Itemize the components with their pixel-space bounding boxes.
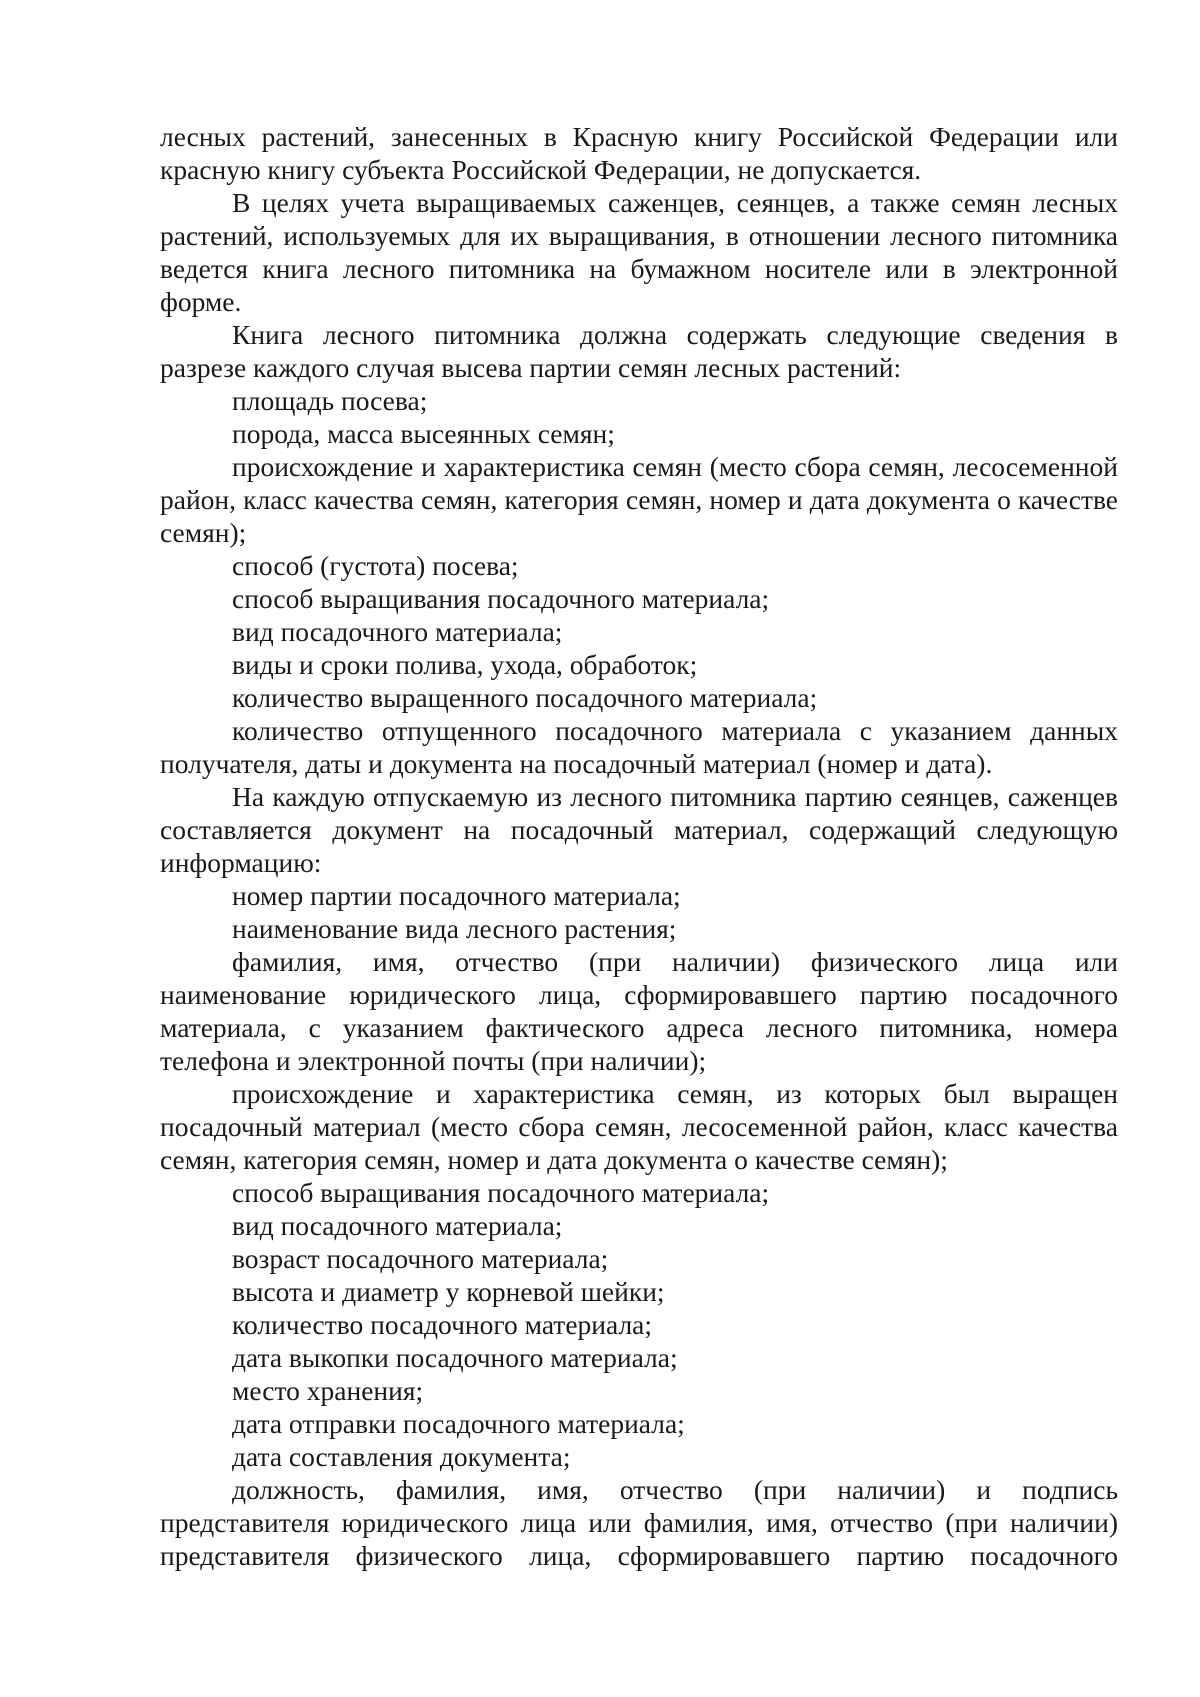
document-body bbox=[160, 120, 1118, 1572]
paragraph: вид посадочного материала; bbox=[232, 1210, 563, 1241]
paragraph: порода, масса высеянных семян; bbox=[232, 418, 615, 449]
paragraph: способ выращивания посадочного материала; bbox=[232, 583, 770, 614]
paragraph: должность, фамилия, имя, отчество (при наличии) и подпись представителя юридического лица или фамилия, имя, отчество (при наличии) представителя физического лица, сформировавшего партию посадочного bbox=[160, 1474, 1118, 1571]
paragraph: площадь посева; bbox=[232, 385, 428, 416]
paragraph: На каждую отпускаемую из лесного питомника партию сеянцев, саженцев составляется документ на посадочный материал, содержащий следующую информацию: bbox=[160, 781, 1118, 878]
paragraph: дата выкопки посадочного материала; bbox=[232, 1342, 678, 1373]
paragraph: возраст посадочного материала; bbox=[232, 1243, 609, 1274]
paragraph: дата составления документа; bbox=[232, 1441, 571, 1472]
paragraph: количество посадочного материала; bbox=[232, 1309, 653, 1340]
paragraph: наименование вида лесного растения; bbox=[232, 913, 677, 944]
paragraph: В целях учета выращиваемых саженцев, сеянцев, а также семян лесных растений, используемых для их выращивания, в отношении лесного питомника ведется книга лесного питомника на бумажном носителе или в электронной форме. bbox=[160, 187, 1118, 317]
paragraph: Книга лесного питомника должна содержать следующие сведения в разрезе каждого случая высева партии семян лесных растений: bbox=[160, 319, 1118, 383]
paragraph: количество выращенного посадочного материала; bbox=[232, 682, 818, 713]
paragraph: вид посадочного материала; bbox=[232, 616, 563, 647]
paragraph: виды и сроки полива, ухода, обработок; bbox=[232, 649, 698, 680]
paragraph: номер партии посадочного материала; bbox=[232, 880, 681, 911]
paragraph: происхождение и характеристика семян (место сбора семян, лесосеменной район, класс качества семян, категория семян, номер и дата документа о качестве семян); bbox=[160, 451, 1118, 548]
paragraph: фамилия, имя, отчество (при наличии) физического лица или наименование юридического лица, сформировавшего партию посадочного материала, с указанием фактического адреса лесного питомника, номера телефона и электронной почты (при наличии); bbox=[160, 946, 1118, 1076]
paragraph: происхождение и характеристика семян, из которых был выращен посадочный материал (место сбора семян, лесосеменной район, класс качества семян, категория семян, номер и дата документа о качестве семян); bbox=[160, 1078, 1118, 1175]
paragraph: место хранения; bbox=[232, 1375, 424, 1406]
paragraph: способ (густота) посева; bbox=[232, 550, 519, 581]
paragraph: способ выращивания посадочного материала; bbox=[232, 1177, 770, 1208]
paragraph: высота и диаметр у корневой шейки; bbox=[232, 1276, 665, 1307]
paragraph: лесных растений, занесенных в Красную книгу Российской Федерации или красную книгу субъекта Российской Федерации, не допускается. bbox=[160, 121, 1118, 185]
paragraph: дата отправки посадочного материала; bbox=[232, 1408, 685, 1439]
paragraph: количество отпущенного посадочного материала с указанием данных получателя, даты и документа на посадочный материал (номер и дата). bbox=[160, 715, 1118, 779]
